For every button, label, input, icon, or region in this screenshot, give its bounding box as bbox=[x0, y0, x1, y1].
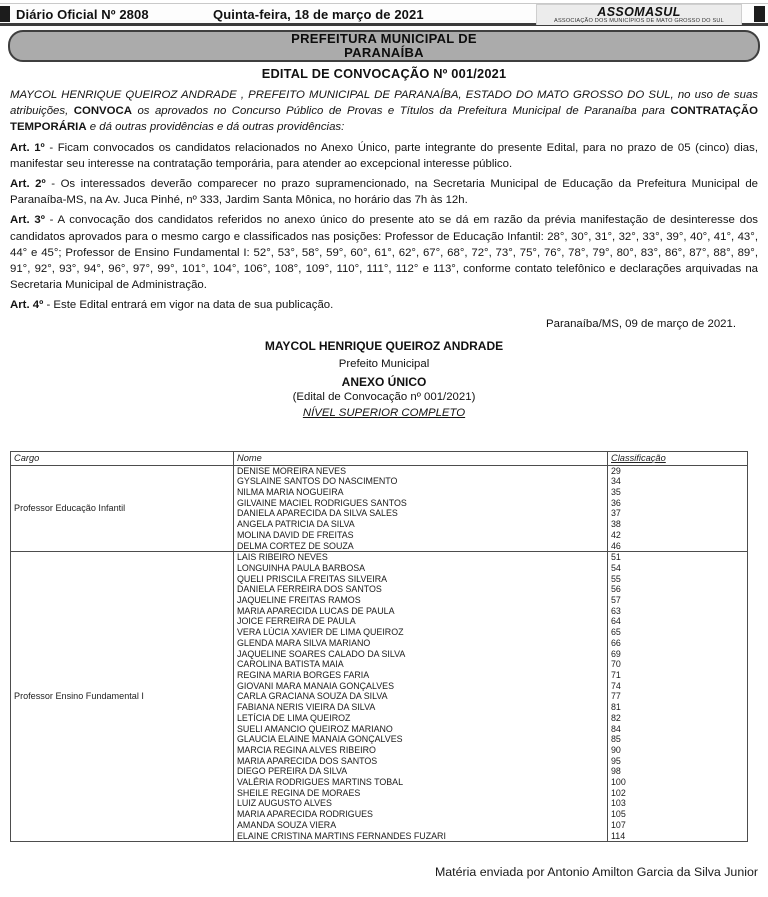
classificacao-cell: 74 bbox=[608, 681, 748, 692]
nome-cell: MARIA APARECIDA DOS SANTOS bbox=[234, 756, 608, 767]
signer-name: MAYCOL HENRIQUE QUEIROZ ANDRADE bbox=[264, 338, 504, 353]
brand-subtitle: ASSOCIAÇÃO DOS MUNICÍPIOS DE MATO GROSSO DO SUL bbox=[554, 18, 724, 24]
nome-cell: VALÉRIA RODRIGUES MARTINS TOBAL bbox=[234, 777, 608, 788]
article-4 bbox=[10, 297, 758, 313]
preamble-intro: MAYCOL HENRIQUE QUEIROZ ANDRADE , PREFEITO MUNICIPAL DE PARANAÍBA, ESTADO DO MATO GROSSO DO SUL, no uso de suas atribuições, bbox=[10, 89, 758, 118]
classificacao-cell: 95 bbox=[608, 756, 748, 767]
table-row bbox=[11, 465, 748, 476]
classificacao-cell: 84 bbox=[608, 724, 748, 735]
nome-cell: MARIA APARECIDA LUCAS DE PAULA bbox=[234, 606, 608, 617]
gazette-date: Quinta-feira, 18 de março de 2021 bbox=[213, 7, 424, 22]
classificacao-cell: 63 bbox=[608, 606, 748, 617]
table-header-row bbox=[11, 451, 748, 465]
banner-line-2: PARANAÍBA bbox=[344, 45, 424, 60]
nome-cell: CARLA GRACIANA SOUZA DA SILVA bbox=[234, 691, 608, 702]
municipality-banner bbox=[8, 30, 760, 62]
cargo-group-2 bbox=[11, 552, 748, 842]
page-edge-bar-left bbox=[0, 6, 10, 22]
nome-cell: LONGUINHA PAULA BARBOSA bbox=[234, 563, 608, 574]
article-1 bbox=[10, 140, 758, 172]
footer-credit: Matéria enviada por Antonio Amilton Garcia da Silva Junior bbox=[434, 865, 758, 879]
classificacao-cell: 37 bbox=[608, 508, 748, 519]
classificacao-cell: 29 bbox=[608, 465, 748, 476]
classificacao-cell: 69 bbox=[608, 649, 748, 660]
article-2-text: - Os interessados deverão comparecer no prazo supramencionado, na Secretaria Municipal de Educação da Prefeitura Municipal de Paranaíba-MS, na Av. Juca Pinhé, nº 333, Jardim Santa Mônica, no horário das 7h às 12h. bbox=[10, 178, 758, 207]
classificacao-cell: 35 bbox=[608, 487, 748, 498]
classificacao-cell: 55 bbox=[608, 574, 748, 585]
signer-role: Prefeito Municipal bbox=[338, 357, 430, 370]
classificacao-cell: 64 bbox=[608, 616, 748, 627]
gazette-page bbox=[0, 3, 768, 897]
column-header-cargo: Cargo bbox=[11, 451, 234, 465]
classificacao-cell: 71 bbox=[608, 670, 748, 681]
article-3-label: Art. 3º bbox=[10, 214, 45, 227]
nome-cell: ANGELA PATRICIA DA SILVA bbox=[234, 519, 608, 530]
classificacao-cell: 105 bbox=[608, 809, 748, 820]
classificacao-cell: 77 bbox=[608, 691, 748, 702]
nome-cell: MARCIA REGINA ALVES RIBEIRO bbox=[234, 745, 608, 756]
nome-cell: GYSLAINE SANTOS DO NASCIMENTO bbox=[234, 476, 608, 487]
nome-cell: LUIZ AUGUSTO ALVES bbox=[234, 798, 608, 809]
preamble-middle: os aprovados no Concurso Público de Provas e Títulos da Prefeitura Municipal de Paranaíba para bbox=[131, 105, 671, 118]
article-1-text: - Ficam convocados os candidatos relacionados no Anexo Único, parte integrante do presente Edital, para no prazo de 05 (cinco) dias, manifestar seu interesse na contratação temporária, para atender ao excepcional interesse público. bbox=[10, 141, 758, 170]
nome-cell: ELAINE CRISTINA MARTINS FERNANDES FUZARI bbox=[234, 831, 608, 842]
nome-cell: JOICE FERREIRA DE PAULA bbox=[234, 616, 608, 627]
classificacao-cell: 56 bbox=[608, 584, 748, 595]
nome-cell: QUELI PRISCILA FREITAS SILVEIRA bbox=[234, 574, 608, 585]
annex-title: ANEXO ÚNICO bbox=[341, 374, 427, 389]
classificacao-cell: 34 bbox=[608, 476, 748, 487]
classificacao-cell: 38 bbox=[608, 519, 748, 530]
contratacao-emphasis: CONTRATAÇÃO TEMPORÁRIA bbox=[10, 105, 758, 134]
annex-table-wrap bbox=[10, 451, 768, 843]
classificacao-cell: 82 bbox=[608, 713, 748, 724]
classificacao-cell: 70 bbox=[608, 659, 748, 670]
nome-cell: CAROLINA BATISTA MAIA bbox=[234, 659, 608, 670]
annex-subtitle: (Edital de Convocação nº 001/2021) bbox=[292, 390, 476, 403]
nome-cell: AMANDA SOUZA VIERA bbox=[234, 820, 608, 831]
classificacao-cell: 81 bbox=[608, 702, 748, 713]
classificacao-cell: 102 bbox=[608, 788, 748, 799]
classificacao-cell: 36 bbox=[608, 498, 748, 509]
banner-line-1: PREFEITURA MUNICIPAL DE bbox=[291, 31, 477, 46]
article-2-label: Art. 2º bbox=[10, 178, 46, 191]
nome-cell: MOLINA DAVID DE FREITAS bbox=[234, 530, 608, 541]
nome-cell: SHEILE REGINA DE MORAES bbox=[234, 788, 608, 799]
convoca-emphasis: CONVOCA bbox=[73, 105, 132, 118]
classificacao-cell: 66 bbox=[608, 638, 748, 649]
nome-cell: LETÍCIA DE LIMA QUEIROZ bbox=[234, 713, 608, 724]
nome-cell: JAQUELINE FREITAS RAMOS bbox=[234, 595, 608, 606]
gazette-number: Diário Oficial Nº 2808 bbox=[16, 7, 149, 22]
classificacao-cell: 85 bbox=[608, 734, 748, 745]
page-edge-bar-right bbox=[754, 6, 765, 22]
article-4-label: Art. 4º bbox=[10, 299, 44, 312]
cargo-group-1 bbox=[11, 465, 748, 552]
nome-cell: GILVAINE MACIEL RODRIGUES SANTOS bbox=[234, 498, 608, 509]
document-body bbox=[0, 81, 768, 419]
brand-name: ASSOMASUL bbox=[597, 5, 681, 19]
signature-block bbox=[10, 339, 758, 419]
column-header-classificacao: Classificação bbox=[608, 451, 748, 465]
classificacao-cell: 90 bbox=[608, 745, 748, 756]
nome-cell: LAIS RIBEIRO NEVES bbox=[234, 552, 608, 563]
classificacao-cell: 98 bbox=[608, 766, 748, 777]
classificacao-cell: 107 bbox=[608, 820, 748, 831]
cargo-cell: Professor Ensino Fundamental I bbox=[11, 552, 234, 842]
date-line: Paranaíba/MS, 09 de março de 2021. bbox=[546, 317, 736, 330]
classificacao-cell: 57 bbox=[608, 595, 748, 606]
nome-cell: NILMA MARIA NOGUEIRA bbox=[234, 487, 608, 498]
assomasul-brand bbox=[536, 4, 742, 25]
nome-cell: GLAUCIA ELAINE MANAIA GONÇALVES bbox=[234, 734, 608, 745]
classificacao-cell: 54 bbox=[608, 563, 748, 574]
article-3 bbox=[10, 212, 758, 293]
nome-cell: FABIANA NERIS VIEIRA DA SILVA bbox=[234, 702, 608, 713]
nome-cell: REGINA MARIA BORGES FARIA bbox=[234, 670, 608, 681]
classificacao-cell: 100 bbox=[608, 777, 748, 788]
nome-cell: MARIA APARECIDA RODRIGUES bbox=[234, 809, 608, 820]
nome-cell: SUELI AMANCIO QUEIROZ MARIANO bbox=[234, 724, 608, 735]
classificacao-cell: 103 bbox=[608, 798, 748, 809]
nome-cell: DIEGO PEREIRA DA SILVA bbox=[234, 766, 608, 777]
cargo-cell: Professor Educação Infantil bbox=[11, 465, 234, 552]
classificacao-cell: 114 bbox=[608, 831, 748, 842]
column-header-nome: Nome bbox=[234, 451, 608, 465]
nome-cell: GLENDA MARA SILVA MARIANO bbox=[234, 638, 608, 649]
classificacao-cell: 46 bbox=[608, 541, 748, 552]
nome-cell: JAQUELINE SOARES CALADO DA SILVA bbox=[234, 649, 608, 660]
article-3-text: - A convocação dos candidatos referidos no anexo único do presente ato se dá em razão da prévia manifestação de desinteresse dos candidatos aprovados para o mesmo cargo e classificados nas posições: Professor de Educação Infantil: 28°, 30°, 31°, 32°, 33°, 39°, 40°, 41°, 43°, 44° e 45°; Professor de Ensino Fundamental I: 52°, 53°, 58°, 59°, 60°, 61°, 62°, 67°, 68°, 72°, 73°, 75°, 76°, 78°, 79°, 80°, 83°, 86°, 87°, 88°, 89°, 91°, 92°, 93°, 94°, 96°, 97°, 99°, 101°, 104°, 106°, 108°, 109°, 110°, 111°, 112° e 113°, conforme contato telefônico e declarações arquivadas na Secretaria Municipal de Administração. bbox=[10, 214, 759, 292]
nome-cell: DANIELA FERREIRA DOS SANTOS bbox=[234, 584, 608, 595]
classificacao-cell: 51 bbox=[608, 552, 748, 563]
classificacao-cell: 42 bbox=[608, 530, 748, 541]
classificacao-cell: 65 bbox=[608, 627, 748, 638]
nome-cell: DENISE MOREIRA NEVES bbox=[234, 465, 608, 476]
article-2 bbox=[10, 176, 758, 208]
table-row bbox=[11, 552, 748, 563]
preamble-end: e dá outras providências e dá outras providências: bbox=[86, 121, 345, 134]
nome-cell: DELMA CORTEZ DE SOUZA bbox=[234, 541, 608, 552]
article-4-text: - Este Edital entrará em vigor na data de sua publicação. bbox=[43, 299, 334, 312]
nome-cell: VERA LÚCIA XAVIER DE LIMA QUEIROZ bbox=[234, 627, 608, 638]
annex-level-heading: NÍVEL SUPERIOR COMPLETO bbox=[302, 406, 466, 419]
masthead bbox=[0, 3, 768, 26]
article-1-label: Art. 1º bbox=[10, 141, 45, 154]
classification-table bbox=[10, 451, 748, 843]
nome-cell: DANIELA APARECIDA DA SILVA SALES bbox=[234, 508, 608, 519]
edital-title: EDITAL DE CONVOCAÇÃO Nº 001/2021 bbox=[261, 66, 507, 81]
preamble-paragraph bbox=[10, 87, 758, 136]
nome-cell: GIOVANI MARA MANAIA GONÇALVES bbox=[234, 681, 608, 692]
